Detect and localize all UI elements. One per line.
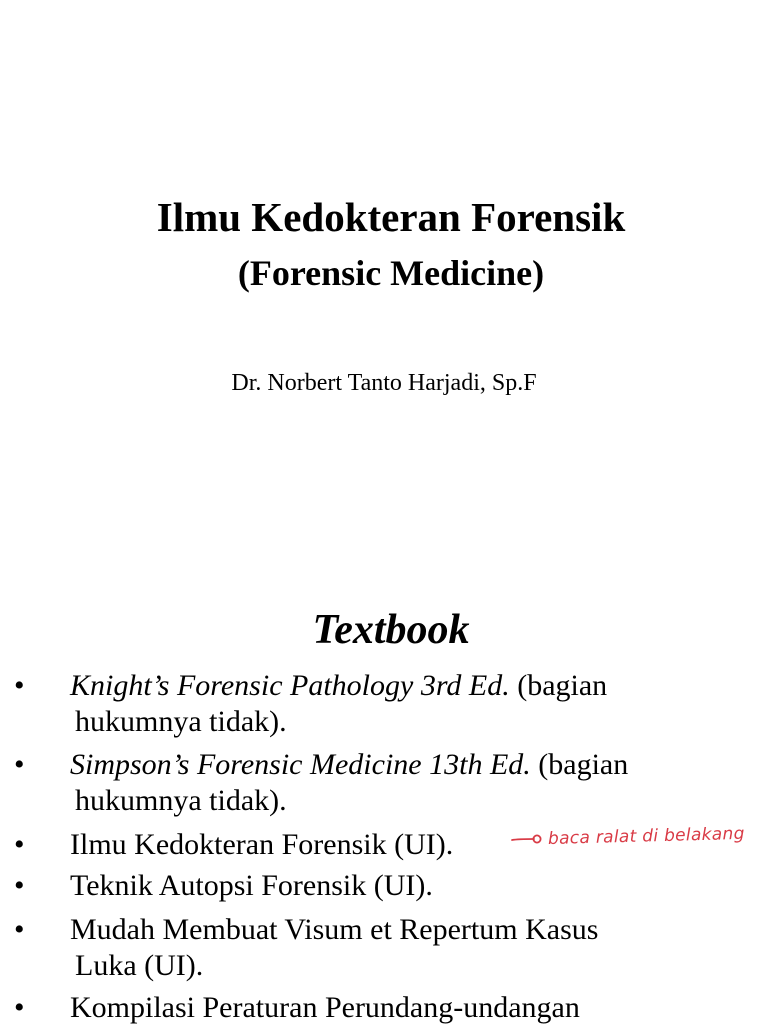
item-note: (bagian	[509, 669, 608, 702]
arrow-right-icon	[510, 829, 544, 849]
book-title: Simpson’s Forensic Medicine 13th Ed.	[70, 748, 531, 781]
item-line	[70, 747, 628, 783]
item-text: Ilmu Kedokteran Forensik (UI).	[70, 828, 454, 861]
item-text: Kompilasi Peraturan Perundang-undangan	[70, 991, 580, 1024]
item-note-continuation: hukumnya tidak).	[75, 784, 287, 817]
item-text: Mudah Membuat Visum et Repertum Kasus	[70, 913, 599, 946]
book-title: Knight’s Forensic Pathology 3rd Ed.	[70, 669, 510, 702]
bullet-icon: •	[14, 828, 25, 861]
bullet-icon: •	[14, 748, 25, 781]
item-note-continuation: hukumnya tidak).	[75, 705, 287, 738]
bullet-icon: •	[14, 991, 25, 1024]
item-text: Teknik Autopsi Forensik (UI).	[70, 869, 433, 902]
page-title: Ilmu Kedokteran Forensik	[156, 194, 626, 240]
handwritten-annotation	[510, 823, 745, 858]
page-subtitle: (Forensic Medicine)	[237, 253, 545, 293]
bullet-icon: •	[14, 669, 25, 702]
item-note: (bagian	[530, 748, 629, 781]
item-line	[70, 668, 607, 704]
handwritten-note: baca ralat di belakang	[547, 823, 745, 849]
author-name: Dr. Norbert Tanto Harjadi, Sp.F	[231, 370, 537, 396]
bullet-icon: •	[14, 913, 25, 946]
textbook-heading: Textbook	[312, 607, 470, 653]
bullet-icon: •	[14, 869, 25, 902]
item-text-continuation: Luka (UI).	[75, 949, 204, 982]
